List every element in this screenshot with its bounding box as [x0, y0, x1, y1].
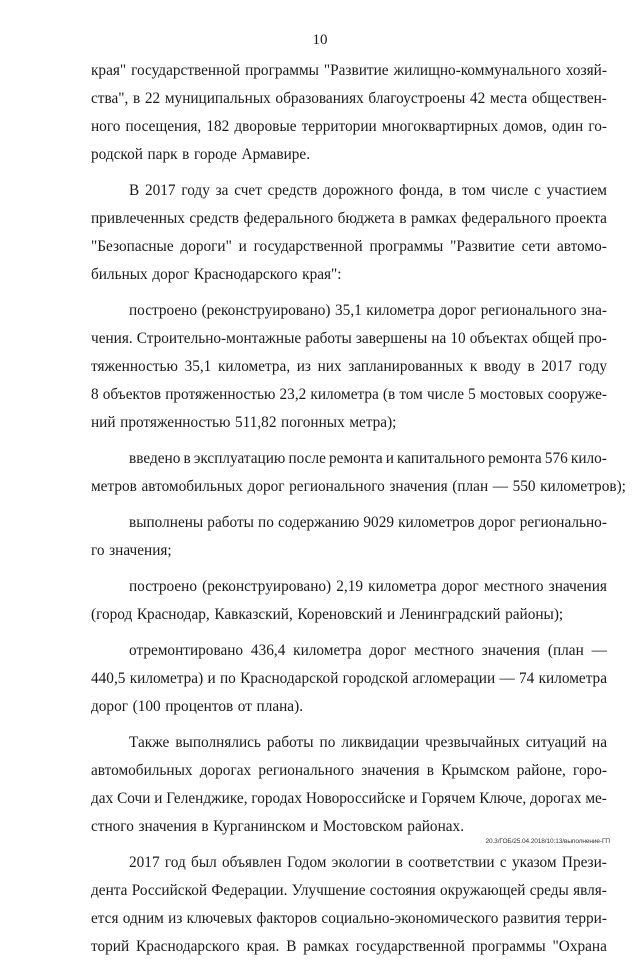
text-line: чения. Строительно-монтажные работы завершены на 10 объектах общей про-: [91, 330, 607, 347]
page-number: 10: [312, 32, 328, 48]
paragraph: [91, 509, 607, 565]
text-line: "Безопасные дороги" и государственной программы "Развитие сети автомо-: [91, 238, 607, 255]
text-line: 8 объектов протяженностью 23,2 километра (в том числе 5 мостовых сооруже-: [91, 386, 607, 403]
text-line: В 2017 году за счет средств дорожного фонда, в том числе с участием: [129, 182, 607, 199]
text-line: дента Российской Федерации. Улучшение состояния окружающей среды явля-: [91, 882, 607, 899]
paragraph: [91, 57, 607, 169]
text-line: автомобильных дорогах регионального значения в Крымском районе, горо-: [91, 762, 607, 779]
text-line: введено в эксплуатацию после ремонта и капитального ремонта 576 кило-: [129, 450, 607, 467]
text-line: (город Краснодар, Кавказский, Кореновский и Ленинградский районы);: [91, 606, 564, 623]
text-line: построено (реконструировано) 2,19 километра дорог местного значения: [129, 578, 607, 595]
paragraph: [91, 177, 607, 289]
text-line: 440,5 километра) и по Краснодарской городской агломерации — 74 километра: [91, 670, 607, 687]
text-line: 2017 год был объявлен Годом экологии в соответствии с указом Прези-: [129, 854, 607, 871]
text-line: дорог (100 процентов от плана).: [91, 698, 304, 715]
paragraph: [91, 849, 607, 961]
paragraph: [91, 729, 607, 841]
text-line: привлеченных средств федерального бюджета в рамках федерального проекта: [91, 210, 607, 227]
paragraph: [91, 445, 626, 501]
text-line: бильных дорог Краснодарского края":: [91, 266, 342, 283]
text-line: дах Сочи и Геленджике, городах Новороссийске и Горячем Ключе, дорогах ме-: [91, 790, 607, 807]
text-line: стного значения в Курганинском и Мостовском районах.: [91, 818, 465, 835]
text-line: ний протяженностью 511,82 погонных метра);: [91, 414, 397, 431]
paragraph: [91, 297, 607, 437]
text-line: го значения;: [91, 542, 172, 559]
paragraph: [91, 637, 607, 721]
text-line: метров автомобильных дорог регионального значения (план — 550 километров);: [91, 478, 626, 495]
text-line: построено (реконструировано) 35,1 километра дорог регионального зна-: [129, 302, 607, 319]
text-line: Также выполнялись работы по ликвидации чрезвычайных ситуаций на: [129, 734, 607, 751]
document-body: [91, 57, 626, 969]
text-line: тяженностью 35,1 километра, из них запланированных к вводу в 2017 году: [91, 358, 607, 375]
text-line: отремонтировано 436,4 километра дорог местного значения (план —: [129, 642, 607, 659]
text-line: края" государственной программы "Развитие жилищно-коммунального хозяй-: [91, 62, 607, 79]
text-line: родской парк в городе Армавире.: [91, 146, 311, 163]
text-line: ется одним из ключевых факторов социально-экономического развития терри-: [91, 910, 607, 927]
text-line: торий Краснодарского края. В рамках государственной программы "Охрана: [91, 938, 607, 955]
text-line: ного посещения, 182 дворовые территории многоквартирных домов, один го-: [91, 118, 607, 135]
paragraph: [91, 573, 607, 629]
text-line: ства", в 22 муниципальных образованиях благоустроены 42 места обществен-: [91, 90, 607, 107]
text-line: выполнены работы по содержанию 9029 километров дорог регионально-: [129, 514, 607, 531]
document-footer-code: 20.3/ГОБ/25.04.2018/10:13/выполнение-ГП: [485, 838, 610, 845]
